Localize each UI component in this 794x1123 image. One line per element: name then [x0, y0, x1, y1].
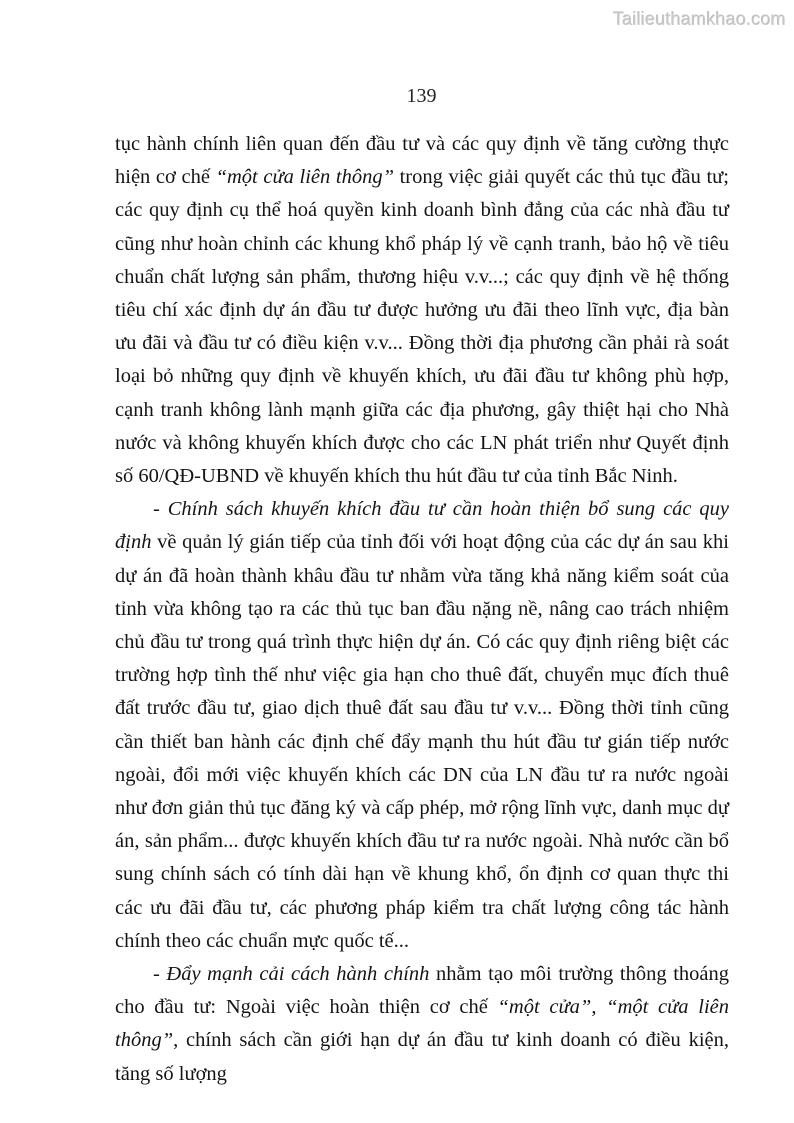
paragraph	[115, 128, 729, 493]
text-run: “một cửa”	[497, 996, 592, 1019]
watermark: Tailieuthamkhao.com	[613, 9, 786, 29]
page-number: 139	[406, 85, 437, 107]
text-run: - Chính sách khuyến khích đầu tư cần hoàn thiện bổ sung các quy định	[115, 498, 729, 554]
paragraph	[115, 958, 729, 1091]
document-body	[115, 128, 729, 1091]
text-run: - Đẩy mạnh cải cách hành chính	[153, 963, 430, 986]
text-run: , chính sách cần giới hạn dự án đầu tư kinh doanh có điều kiện, tăng số lượng	[115, 1029, 729, 1085]
text-run: “một cửa liên thông”	[115, 996, 730, 1052]
text-run: về quản lý gián tiếp của tỉnh đối với hoạt động của các dự án sau khi dự án đã hoàn thành khâu đầu tư nhằm vừa tăng khả năng kiểm soát của tỉnh vừa không tạo ra các thủ tục ban đầu nặng nề, nâng cao trách nhiệm chủ đầu tư trong quá trình thực hiện dự án. Có các quy định riêng biệt các trường hợp tình thế như việc gia hạn cho thuê đất, chuyển mục đích thuê đất trước đầu tư, giao dịch thuê đất sau đầu tư v.v... Đồng thời tỉnh cũng cần thiết ban hành các định chế đẩy mạnh thu hút đầu tư gián tiếp nước ngoài, đổi mới việc khuyến khích các DN của LN đầu tư ra nước ngoài như đơn giản thủ tục đăng ký và cấp phép, mở rộng lĩnh vực, danh mục dự án, sản phẩm... được khuyến khích đầu tư ra nước ngoài. Nhà nước cần bổ sung chính sách có tính dài hạn về khung khổ, ổn định cơ quan thực thi các ưu đãi đầu tư, các phương pháp kiểm tra chất lượng công tác hành chính theo các chuẩn mực quốc tế...	[115, 531, 729, 952]
text-run: trong việc giải quyết các thủ tục đầu tư; các quy định cụ thể hoá quyền kinh doanh bình đẳng của các nhà đầu tư cũng như hoàn chỉnh các khung khổ pháp lý về cạnh tranh, bảo hộ về tiêu chuẩn chất lượng sản phẩm, thương hiệu v.v...; các quy định về hệ thống tiêu chí xác định dự án đầu tư được hưởng ưu đãi theo lĩnh vực, địa bàn ưu đãi và đầu tư có điều kiện v.v... Đồng thời địa phương cần phải rà soát loại bỏ những quy định về khuyến khích, ưu đãi đầu tư không phù hợp, cạnh tranh không lành mạnh giữa các địa phương, gây thiệt hại cho Nhà nước và không khuyến khích được cho các LN phát triển như Quyết định số 60/QĐ-UBND về khuyến khích thu hút đầu tư của tỉnh Bắc Ninh.	[115, 166, 729, 488]
text-run: ,	[591, 996, 607, 1019]
text-run: tục hành chính liên quan đến đầu tư và các quy định về tăng cường thực hiện cơ chế	[115, 133, 729, 189]
paragraph	[115, 493, 729, 958]
text-run: nhằm tạo môi trường thông thoáng cho đầu tư: Ngoài việc hoàn thiện cơ chế	[115, 963, 729, 1019]
text-run: “một cửa liên thông”	[215, 166, 394, 189]
